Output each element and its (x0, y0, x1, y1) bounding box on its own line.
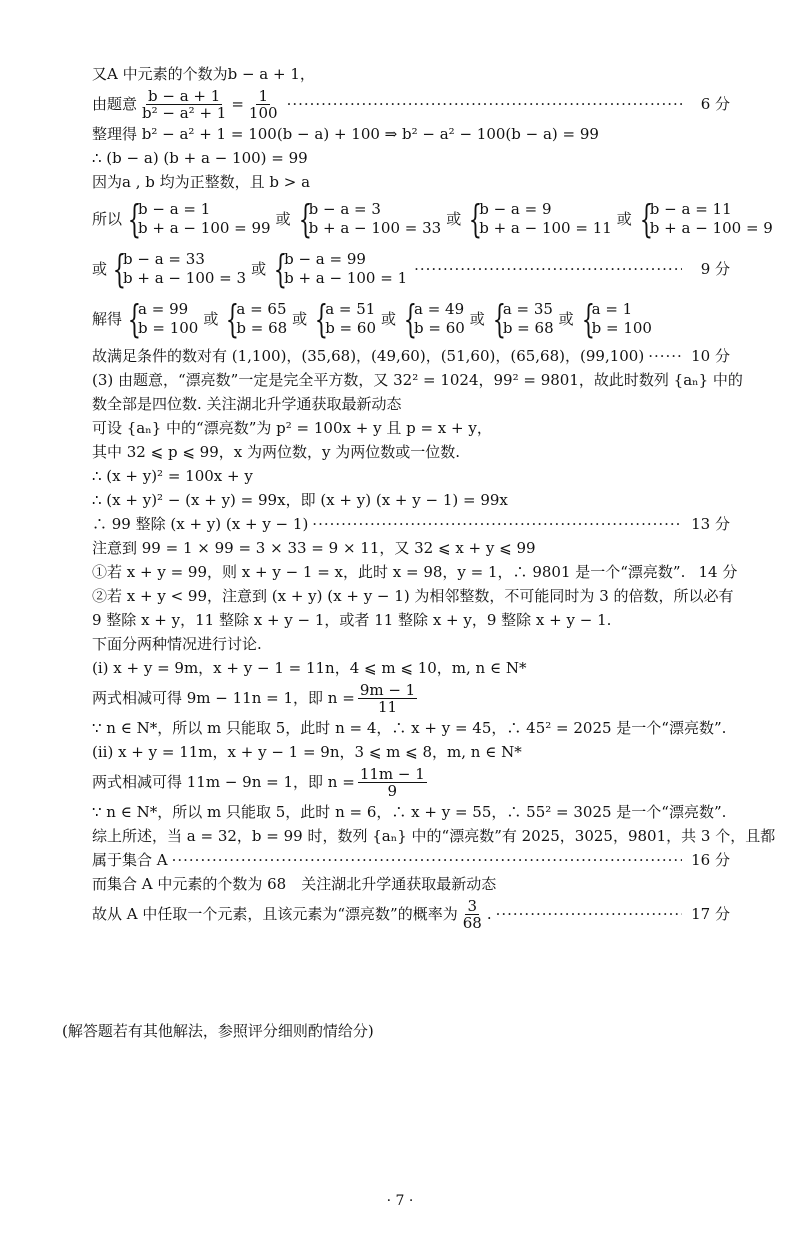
text-line (92, 896, 730, 932)
or-word: 或 (203, 310, 219, 328)
equation: a = 99 (138, 300, 189, 318)
text-line (92, 680, 730, 716)
grading-note: (解答题若有其他解法，参照评分细则酌情给分) (62, 1022, 374, 1040)
denominator: 100 (248, 103, 278, 122)
solution-body (92, 62, 776, 932)
or-word: 或 (251, 260, 267, 278)
line-text: 下面分两种情况进行讨论. (92, 635, 262, 653)
score-marker: 13 分 (691, 515, 730, 533)
equation: b = 68 (236, 319, 288, 337)
fraction (461, 898, 484, 931)
brace-icon: { (314, 297, 329, 341)
text-line (92, 86, 730, 122)
equation: b − a = 9 (479, 200, 552, 218)
line-text: 两式相减可得 9m − 11n = 1，即 n = (92, 689, 355, 707)
text-line (92, 392, 730, 416)
brace-icon: { (127, 197, 142, 241)
or-word: 或 (275, 210, 291, 228)
equation: b + a − 100 = 3 (123, 269, 247, 287)
brace-icon: { (468, 197, 483, 241)
dot-leader (496, 902, 682, 926)
text-line (92, 608, 730, 632)
or-word: 或 (446, 210, 462, 228)
equation: b = 60 (325, 319, 376, 337)
text-line (92, 632, 730, 656)
text-line (92, 464, 730, 488)
fraction (358, 766, 427, 799)
text-line (92, 716, 730, 740)
brace-icon: { (273, 247, 288, 291)
line-text: 故从 A 中任取一个元素，且该元素为“漂亮数”的概率为 (92, 905, 458, 923)
line-text: ∴ (b − a) (b + a − 100) = 99 (92, 149, 308, 167)
brace-icon: { (639, 197, 653, 241)
text-line (92, 146, 730, 170)
line-text: 其中 32 ⩽ p ⩽ 99，x 为两位数，y 为两位数或一位数. (92, 443, 460, 461)
text-line (92, 416, 730, 440)
score-marker: 10 分 (691, 347, 730, 365)
solution-system (312, 297, 376, 341)
text-line (92, 764, 730, 800)
equation: b + a − 100 = 99 (138, 219, 271, 237)
score-marker: 16 分 (691, 851, 730, 869)
equation: b + a − 100 = 11 (479, 219, 612, 237)
line-text: (3) 由题意，“漂亮数”一定是完全平方数，又 32² = 1024，99² = 9801，故此时数列 {aₙ} 中的 (92, 371, 743, 389)
line-text: 属于集合 A (92, 851, 168, 869)
brace-icon: { (581, 297, 595, 341)
equation: a = 51 (325, 300, 376, 318)
brace-icon: { (492, 297, 506, 341)
solution-system (401, 297, 465, 341)
equals-sign: = (231, 95, 244, 113)
equation: a = 35 (502, 300, 553, 318)
equation: b + a − 100 = 9 (649, 219, 773, 237)
equation-systems-row (92, 194, 773, 244)
text-line (92, 512, 730, 536)
line-text: ①若 x + y = 99，则 x + y − 1 = x，此时 x = 98，y = 1，∴ 9801 是一个“漂亮数”. (92, 563, 686, 581)
or-word: 或 (469, 310, 485, 328)
line-text: (ii) x + y = 11m，x + y − 1 = 9n，3 ⩽ m ⩽ 8，m, n ∈ N* (92, 743, 522, 761)
equation: b − a = 3 (308, 200, 381, 218)
numerator: b − a + 1 (148, 86, 221, 105)
equation: b = 68 (502, 319, 554, 337)
page-number: · 7 · (386, 1193, 414, 1209)
fraction (247, 88, 280, 121)
text-line (92, 344, 730, 368)
numerator: 1 (258, 86, 269, 105)
text-line (92, 440, 730, 464)
text-line (92, 62, 730, 86)
line-text: 可设 {aₙ} 中的“漂亮数”为 p² = 100x + y 且 p = x + y， (92, 419, 492, 437)
numerator: 3 (467, 896, 478, 915)
line-text: 解得 (92, 310, 123, 328)
line-text: 9 整除 x + y，11 整除 x + y − 1，或者 11 整除 x + y，9 整除 x + y − 1. (92, 611, 612, 629)
line-text: ∴ (x + y)² = 100x + y (92, 467, 253, 485)
score-marker: 17 分 (691, 905, 730, 923)
line-text: ∵ n ∈ N*，所以 m 只能取 5，此时 n = 6，∴ x + y = 55，∴ 55² = 3025 是一个“漂亮数”. (92, 803, 727, 821)
line-text: ∴ (x + y)² − (x + y) = 99x，即 (x + y) (x + y − 1) = 99x (92, 491, 508, 509)
solutions-row (92, 294, 730, 344)
dot-leader (648, 344, 682, 368)
solution-system (223, 297, 288, 341)
dot-leader (312, 512, 682, 536)
text-line (92, 368, 743, 392)
text-line (92, 824, 776, 848)
line-text: (i) x + y = 9m，x + y − 1 = 11n，4 ⩽ m ⩽ 10，m, n ∈ N* (92, 659, 527, 677)
score-marker: 6 分 (700, 95, 730, 113)
text-line (92, 536, 730, 560)
dot-leader (287, 92, 682, 116)
text-line (92, 800, 730, 824)
numerator: 9m − 1 (359, 680, 416, 699)
equation: b − a = 99 (284, 250, 366, 268)
equation-system (466, 197, 612, 241)
dot-leader (414, 257, 682, 281)
equation: b = 60 (414, 319, 465, 337)
equation: b − a = 1 (138, 200, 211, 218)
brace-icon: { (226, 297, 240, 341)
line-text: 注意到 99 = 1 × 99 = 3 × 33 = 9 × 11，又 32 ⩽ x + y ⩽ 99 (92, 539, 536, 557)
denominator: 68 (462, 913, 482, 932)
score-marker: 9 分 (700, 260, 730, 278)
score-marker: 14 分 (698, 563, 738, 581)
line-text: 两式相减可得 11m − 9n = 1，即 n = (92, 773, 355, 791)
equation-system (110, 247, 247, 291)
equation-system (296, 197, 442, 241)
text-line (92, 740, 730, 764)
text-line (92, 170, 730, 194)
equation: a = 65 (236, 300, 287, 318)
equation-system (271, 247, 408, 291)
brace-icon: { (298, 197, 312, 241)
or-word: 或 (380, 310, 396, 328)
line-text: 由题意 (92, 95, 138, 113)
or-word: 或 (292, 310, 308, 328)
denominator: 11 (377, 697, 398, 716)
or-word: 或 (616, 210, 632, 228)
text-line (92, 872, 730, 896)
equation: a = 1 (591, 300, 633, 318)
solution-system (490, 297, 554, 341)
line-text: 数全部是四位数. 关注湖北升学通获取最新动态 (92, 395, 402, 413)
text-line (92, 560, 738, 584)
line-text: 整理得 b² − a² + 1 = 100(b − a) + 100 ⇒ b² − a² − 100(b − a) = 99 (92, 125, 599, 143)
line-text: 综上所述，当 a = 32，b = 99 时，数列 {aₙ} 中的“漂亮数”有 2025，3025，9801，共 3 个，且都 (92, 827, 776, 845)
numerator: 11m − 1 (359, 764, 425, 783)
period: . (486, 905, 492, 923)
fraction (140, 88, 228, 121)
or-word: 或 (92, 260, 108, 278)
line-text: 又A 中元素的个数为b − a + 1， (92, 65, 315, 83)
text-line (92, 488, 730, 512)
line-text: ②若 x + y < 99，注意到 (x + y) (x + y − 1) 为相邻整数，不可能同时为 3 的倍数，所以必有 (92, 587, 734, 605)
equation: b + a − 100 = 1 (284, 269, 408, 287)
equation: a = 49 (414, 300, 465, 318)
equation: b − a = 33 (123, 250, 205, 268)
equation-system (637, 197, 773, 241)
line-text: 所以 (92, 210, 123, 228)
dot-leader (172, 848, 682, 872)
equation: b + a − 100 = 33 (308, 219, 442, 237)
line-text: ∴ 99 整除 (x + y) (x + y − 1) (92, 515, 309, 533)
line-text: 故满足条件的数对有 (1,100)，(35,68)，(49,60)，(51,60)，(65,68)，(99,100) (92, 347, 645, 365)
equation-system (125, 197, 271, 241)
text-line (92, 656, 730, 680)
brace-icon: { (403, 297, 418, 341)
or-word: 或 (558, 310, 574, 328)
line-text: ∵ n ∈ N*，所以 m 只能取 5，此时 n = 4，∴ x + y = 45，∴ 45² = 2025 是一个“漂亮数”. (92, 719, 727, 737)
brace-icon: { (112, 247, 127, 291)
fraction (358, 682, 417, 715)
denominator: 9 (387, 781, 398, 800)
line-text: 而集合 A 中元素的个数为 68 关注湖北升学通获取最新动态 (92, 875, 497, 893)
line-text: 因为a , b 均为正整数，且 b > a (92, 173, 311, 191)
equation: b − a = 11 (649, 200, 732, 218)
text-line (92, 584, 734, 608)
text-line (92, 848, 730, 872)
solution-system (125, 297, 199, 341)
equation-systems-row (92, 244, 730, 294)
solution-system (579, 297, 652, 341)
brace-icon: { (127, 297, 142, 341)
equation: b = 100 (138, 319, 199, 337)
denominator: b² − a² + 1 (142, 103, 227, 122)
text-line (92, 122, 730, 146)
equation: b = 100 (591, 319, 652, 337)
